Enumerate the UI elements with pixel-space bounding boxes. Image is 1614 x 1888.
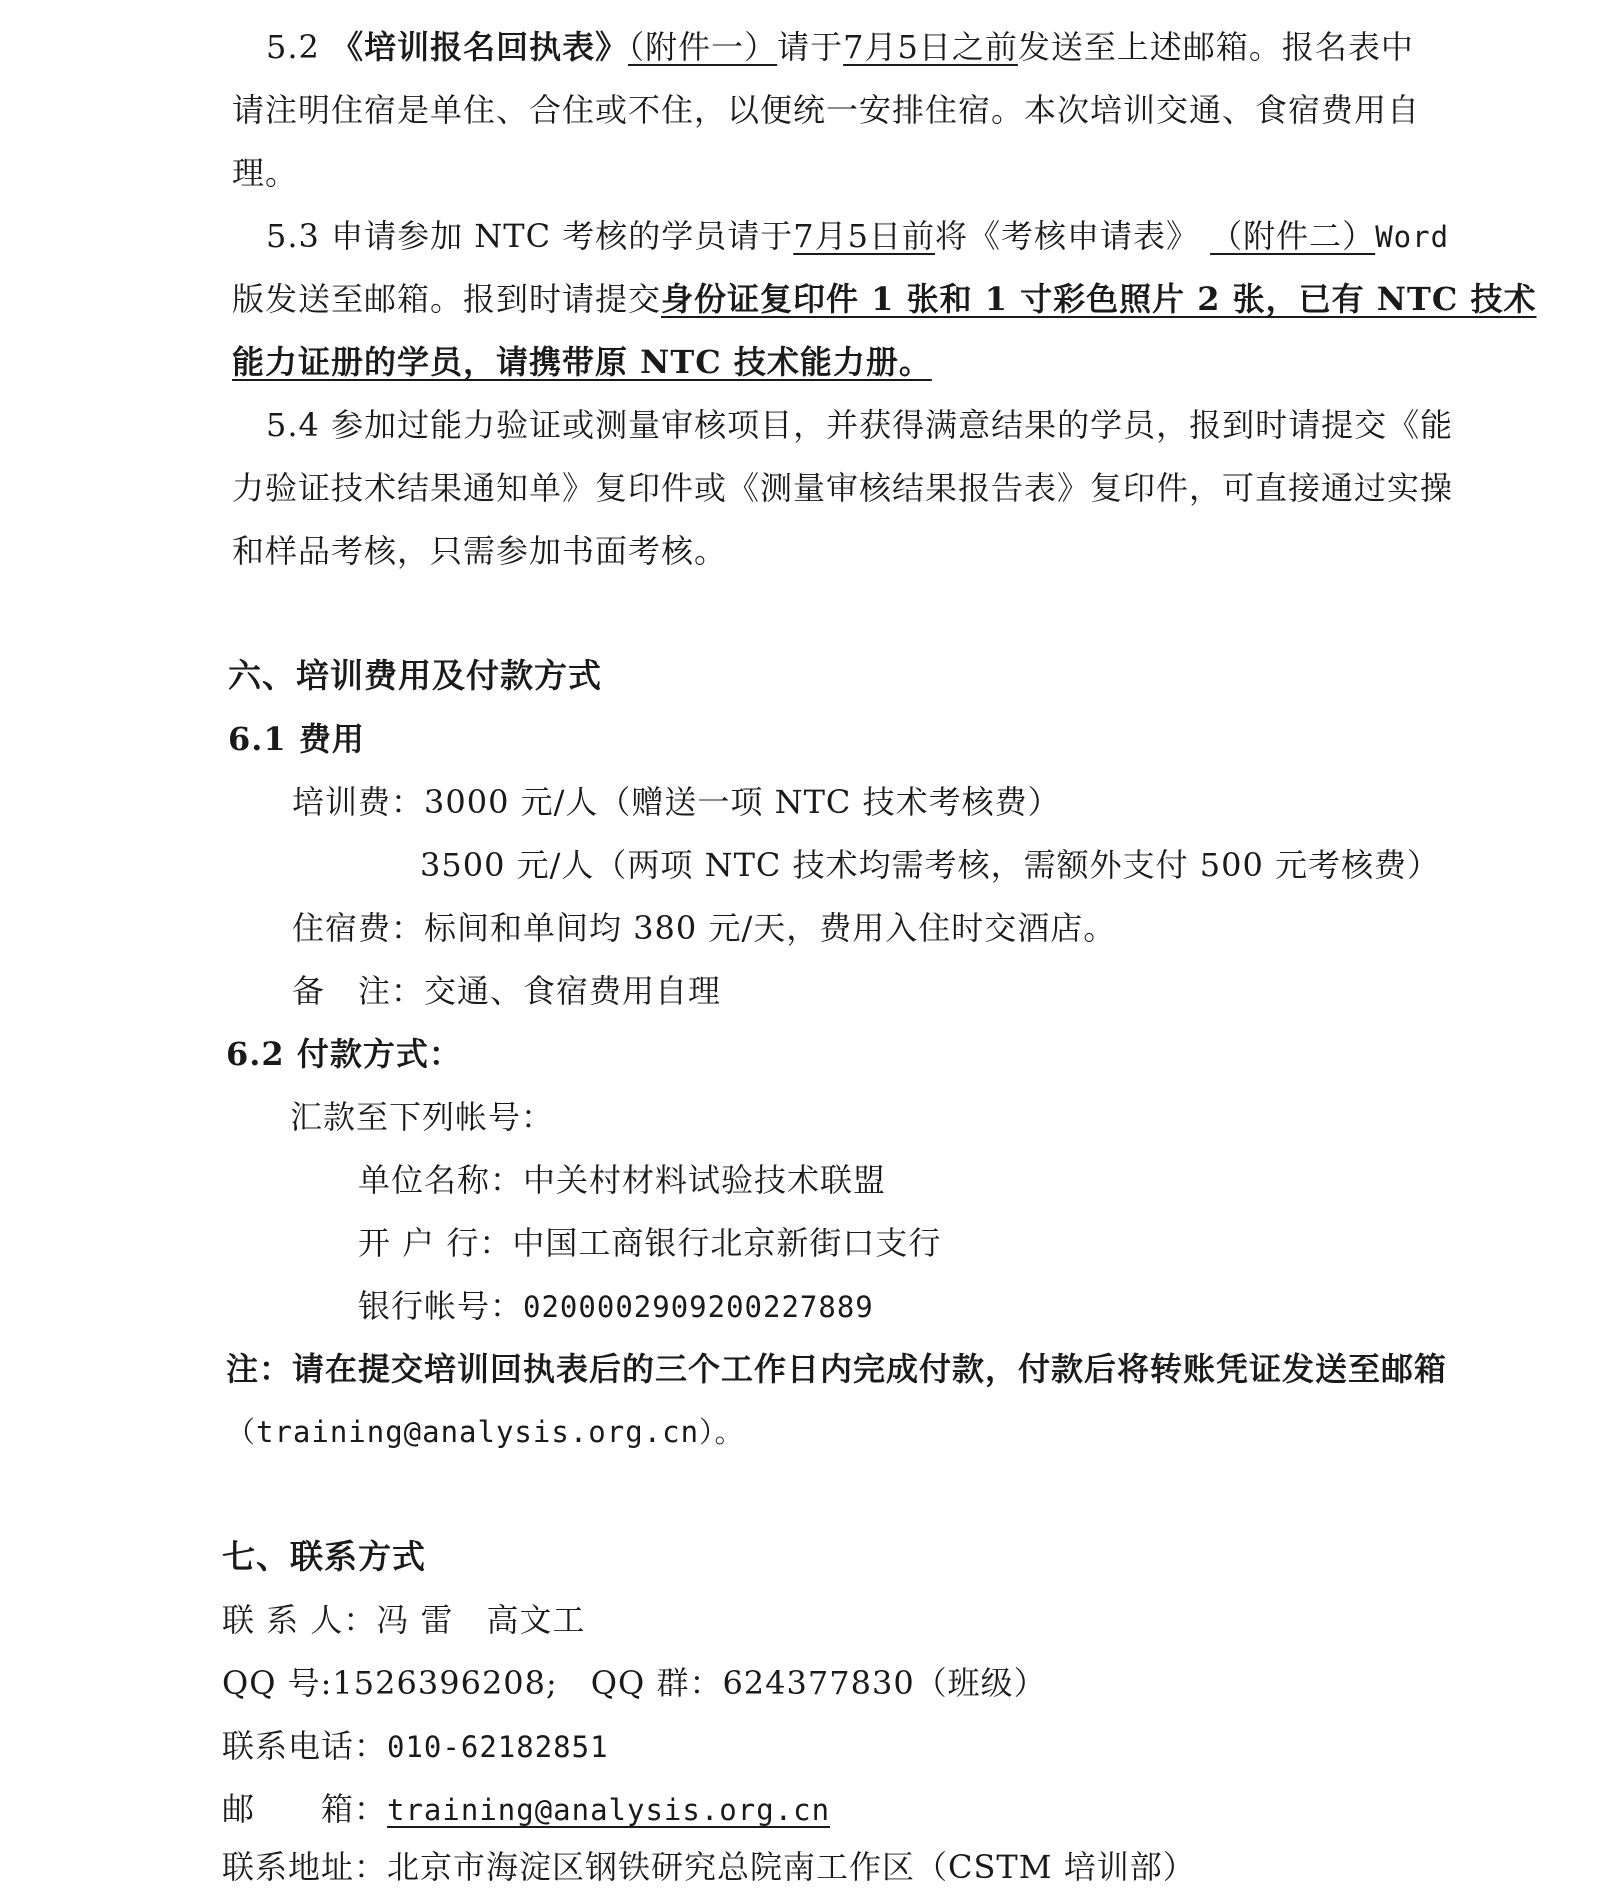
account-number-label: 银行帐号：	[358, 1287, 524, 1325]
para-5-2-number: 5.2	[266, 28, 320, 66]
training-fee-line	[292, 781, 1061, 823]
required-documents: 身份证复印件 1 张和 1 寸彩色照片 2 张，已有 NTC 技术	[661, 280, 1537, 318]
para-5-2-line-3: 理。	[232, 154, 299, 192]
subsection-6-1: 6.1 费用	[228, 720, 365, 758]
address-line	[222, 1846, 1196, 1888]
para-5-3-line-2: 版发送至邮箱。报到时请提交身份证复印件 1 张和 1 寸彩色照片 2 张，已有 NTC 技术	[232, 280, 1537, 318]
training-fee-label: 培训费：	[292, 783, 425, 821]
lodging-fee-line	[292, 907, 1116, 949]
para-5-3-number: 5.3	[266, 217, 320, 255]
remarks-value: 交通、食宿费用自理	[424, 972, 722, 1010]
training-fee-alt: 3500 元/人（两项 NTC 技术均需考核，需额外支付 500 元考核费）	[420, 846, 1440, 884]
contact-person-line	[222, 1599, 586, 1641]
payment-note: 注：请在提交培训回执表后的三个工作日内完成付款，付款后将转账凭证发送至邮箱	[226, 1350, 1448, 1388]
attachment-2: （附件二）	[1210, 217, 1376, 255]
para-5-3-line-3: 能力证册的学员，请携带原 NTC 技术能力册。	[232, 343, 932, 381]
account-number-line	[358, 1285, 874, 1328]
section-7-heading: 七、联系方式	[222, 1537, 426, 1576]
contact-person-label: 联 系 人：	[222, 1601, 377, 1639]
account-name-value: 中关村材料试验技术联盟	[523, 1161, 887, 1199]
para-5-2-line-2: 请注明住宿是单住、合住或不住，以便统一安排住宿。本次培训交通、食宿费用自	[232, 91, 1421, 129]
para-5-2-line-1: 5.2 《培训报名回执表》（附件一）请于7月5日之前发送至上述邮箱。报名表中	[266, 28, 1414, 66]
para-5-4-line-2: 力验证技术结果通知单》复印件或《测量审核结果报告表》复印件，可直接通过实操	[232, 469, 1454, 507]
bank-line	[358, 1222, 941, 1264]
account-number-value: 0200002909200227889	[523, 1290, 874, 1324]
deadline-5-3: 7月5日前	[793, 217, 935, 255]
email-label: 邮 箱：	[222, 1790, 388, 1828]
training-fee-value: 3000 元/人（赠送一项 NTC 技术考核费）	[424, 783, 1061, 821]
payment-note-email: （training@analysis.org.cn）。	[226, 1415, 745, 1449]
phone-value: 010-62182851	[387, 1730, 609, 1764]
bank-label: 开 户 行：	[358, 1224, 513, 1262]
phone-label: 联系电话：	[222, 1727, 388, 1765]
address-label: 联系地址：	[222, 1848, 388, 1886]
attachment-1: （附件一）	[628, 28, 778, 66]
remarks-label: 备 注：	[292, 972, 425, 1010]
subsection-6-2: 6.2 付款方式：	[226, 1035, 462, 1073]
contact-person-value: 冯 雷 高文工	[376, 1601, 586, 1639]
para-5-4-line-3: 和样品考核，只需参加书面考核。	[232, 532, 728, 570]
remit-instruction: 汇款至下列帐号：	[290, 1098, 555, 1136]
email-line	[222, 1788, 830, 1831]
form-title: 《培训报名回执表》	[331, 28, 629, 66]
bank-value: 中国工商银行北京新街口支行	[512, 1224, 942, 1262]
para-5-4-number: 5.4	[266, 406, 320, 444]
section-6-heading: 六、培训费用及付款方式	[228, 656, 602, 695]
remarks-line	[292, 970, 721, 1012]
account-name-line	[358, 1159, 886, 1201]
account-name-label: 单位名称：	[358, 1161, 524, 1199]
address-value: 北京市海淀区钢铁研究总院南工作区（CSTM 培训部）	[387, 1848, 1196, 1886]
para-5-4-line-1: 5.4 参加过能力验证或测量审核项目，并获得满意结果的学员，报到时请提交《能	[266, 406, 1454, 444]
deadline-5-2: 7月5日之前	[843, 28, 1018, 66]
email-link[interactable]: training@analysis.org.cn	[387, 1793, 831, 1827]
phone-line	[222, 1725, 609, 1768]
qq-line: QQ 号:1526396208; QQ 群：624377830（班级）	[222, 1664, 1047, 1702]
lodging-fee-value: 标间和单间均 380 元/天，费用入住时交酒店。	[424, 909, 1117, 947]
para-5-3-line-1: 5.3 申请参加 NTC 考核的学员请于7月5日前将《考核申请表》 （附件二）Word	[266, 217, 1450, 255]
lodging-fee-label: 住宿费：	[292, 909, 425, 947]
